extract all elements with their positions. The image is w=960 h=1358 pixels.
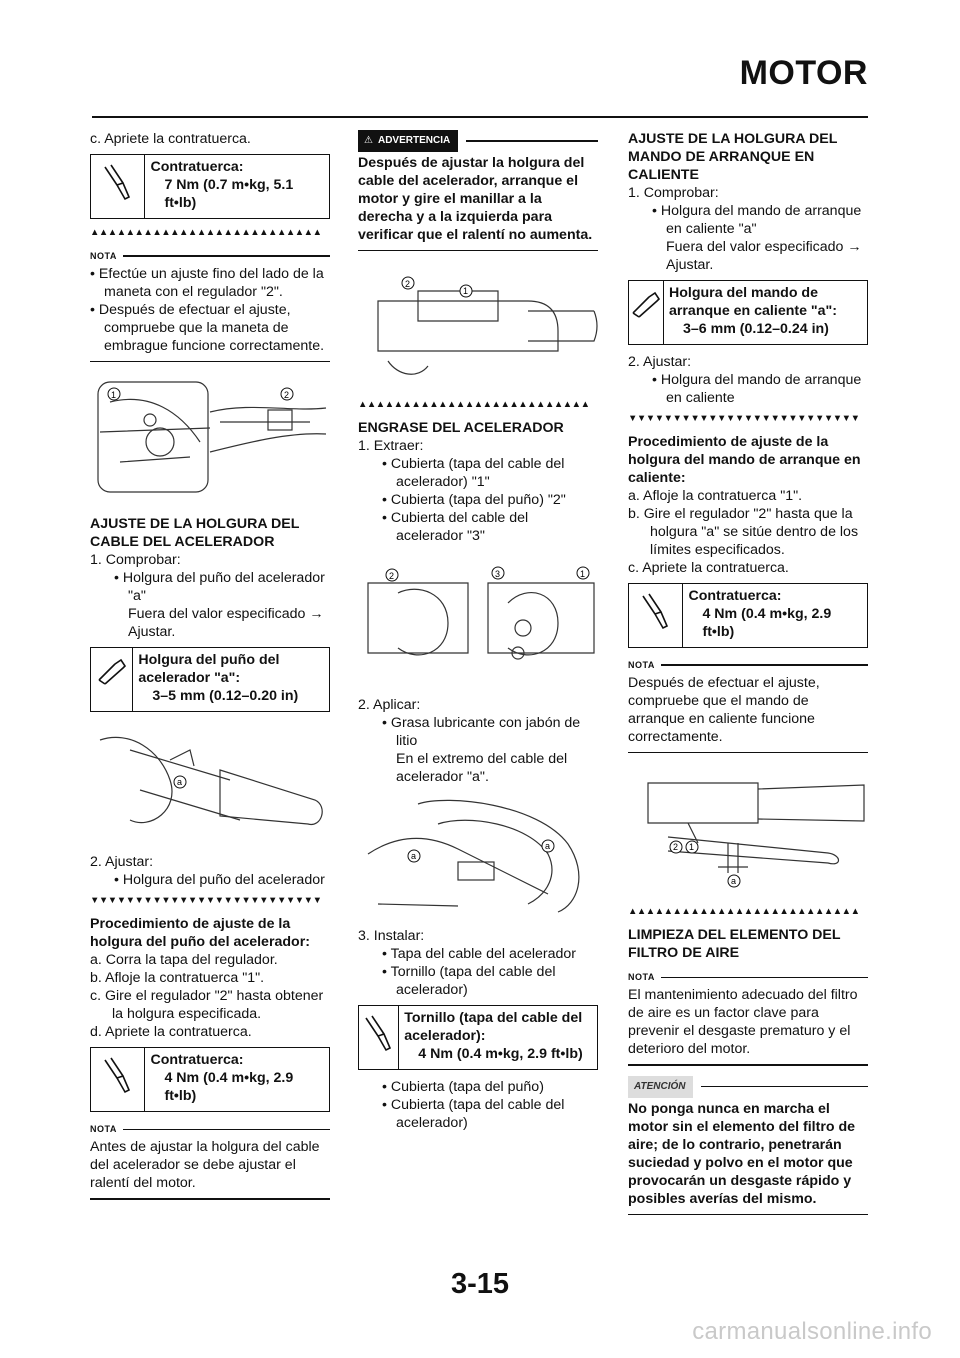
procedure-step: b. Gire el regulador "2" hasta que la holgura "a" se sitúe dentro de los límites especificados. xyxy=(628,506,859,558)
step-bullet: • Cubierta del cable del acelerador "3" xyxy=(382,510,529,545)
procedure-end-marker: ▲▲▲▲▲▲▲▲▲▲▲▲▲▲▲▲▲▲▲▲▲▲▲▲▲▲ xyxy=(358,399,590,411)
spec-box xyxy=(358,1005,598,1070)
step-bullet: • Holgura del puño del acelerador "a" xyxy=(114,570,325,605)
step-text: 2. Aplicar: xyxy=(358,697,421,714)
measure-icon xyxy=(629,281,664,344)
column-2 xyxy=(358,130,598,1132)
step-text: 1. Extraer: xyxy=(358,438,424,455)
step-bullet: • Cubierta (tapa del cable del acelerador) "1" xyxy=(382,456,565,491)
step-bullet: • Tapa del cable del acelerador xyxy=(382,946,577,963)
procedure-start-marker: ▼▼▼▼▼▼▼▼▼▼▼▼▼▼▼▼▼▼▼▼▼▼▼▼▼▼ xyxy=(90,895,322,907)
note-label: NOTA xyxy=(90,1124,117,1135)
note-label: NOTA xyxy=(628,660,655,670)
spec-value: 7 Nm (0.7 m•kg, 5.1 ft•lb) xyxy=(164,177,294,211)
callout-3: 3 xyxy=(495,569,501,580)
procedure-title: Procedimiento de ajuste de la holgura del mando de arranque en caliente: xyxy=(628,434,861,486)
step-bullet: • Cubierta (tapa del puño) "2" xyxy=(382,492,566,509)
column-3 xyxy=(628,130,868,1225)
spec-value: 3–5 mm (0.12–0.20 in) xyxy=(152,688,299,705)
callout-1: 1 xyxy=(111,390,117,401)
note-block xyxy=(90,247,330,362)
caution-label: ATENCIÓN xyxy=(628,1076,693,1098)
step-text: 1. Comprobar: xyxy=(628,185,719,201)
spec-title: Contratuerca: xyxy=(150,159,244,175)
spec-value: 3–6 mm (0.12–0.24 in) xyxy=(683,321,829,337)
note-bullet: • Después de efectuar el ajuste, compruebe que la maneta de embrague funcione correctamente. xyxy=(90,302,325,354)
spec-title: Holgura del mando de arranque en caliente "a": xyxy=(669,285,837,319)
note-label: NOTA xyxy=(628,972,655,983)
note-bullet: • Efectúe un ajuste fino del lado de la maneta con el regulador "2". xyxy=(90,266,324,300)
step-text: 3. Instalar: xyxy=(358,928,425,945)
header-rule xyxy=(92,116,868,118)
measure-icon xyxy=(91,648,133,711)
torque-wrench-icon xyxy=(629,584,683,647)
torque-wrench-icon xyxy=(91,1048,145,1111)
caution-header xyxy=(628,1076,868,1098)
step-text: 2. Ajustar: xyxy=(90,854,154,871)
callout-2: 2 xyxy=(389,571,395,582)
step-continuation: Fuera del valor especificado → Ajustar. xyxy=(128,606,324,641)
procedure-step: c. Apriete la contratuerca. xyxy=(628,560,789,576)
spec-box xyxy=(90,647,330,712)
figure-throttle-housing xyxy=(358,261,598,391)
warning-icon: ⚠ xyxy=(364,135,373,146)
warning-header xyxy=(358,130,598,152)
callout-a: a xyxy=(545,841,551,852)
step-bullet: • Tornillo (tapa del cable del acelerador) xyxy=(382,964,556,999)
watermark: carmanualsonline.info xyxy=(692,1318,932,1345)
callout-2: 2 xyxy=(284,390,290,401)
step-bullet: • Grasa lubricante con jabón de litio xyxy=(382,715,581,750)
section-title: MOTOR xyxy=(739,54,868,92)
section-heading: LIMPIEZA DEL ELEMENTO DEL FILTRO DE AIRE xyxy=(628,927,841,962)
step-text: c. Apriete la contratuerca. xyxy=(90,131,251,147)
note-block xyxy=(90,1120,330,1199)
figure-cable-end-grease xyxy=(358,794,598,919)
procedure-step: c. Gire el regulador "2" hasta obtener la holgura especificada. xyxy=(90,988,324,1023)
warning-text: Después de ajustar la holgura del cable del acelerador, arranque el motor y gire el manillar a la derecha y a la izquierda para verificar que el ralentí no aumenta. xyxy=(358,155,593,243)
spec-title: Contratuerca: xyxy=(688,588,782,604)
callout-2: 2 xyxy=(405,279,411,290)
callout-1: 1 xyxy=(463,286,469,297)
procedure-step: d. Apriete la contratuerca. xyxy=(90,1024,252,1041)
callout-a: a xyxy=(731,876,737,887)
spec-title: Holgura del puño del acelerador "a": xyxy=(138,652,280,687)
torque-wrench-icon xyxy=(91,155,145,218)
spec-value: 4 Nm (0.4 m•kg, 2.9 ft•lb) xyxy=(164,1070,294,1105)
spec-value: 4 Nm (0.4 m•kg, 2.9 ft•lb) xyxy=(702,606,832,640)
note-block xyxy=(628,656,868,753)
spec-box xyxy=(628,583,868,648)
figure-hot-start-lever xyxy=(628,763,868,898)
step-continuation: Fuera del valor especificado → Ajustar. xyxy=(666,239,862,273)
page-number: 3-15 xyxy=(450,1268,510,1300)
step-text: 1. Comprobar: xyxy=(90,552,181,569)
note-text: Después de efectuar el ajuste, compruebe que el mando de arranque en caliente funcione correctamente. xyxy=(628,675,820,745)
step-bullet: • Holgura del mando de arranque en caliente "a" xyxy=(652,203,862,237)
procedure-end-marker: ▲▲▲▲▲▲▲▲▲▲▲▲▲▲▲▲▲▲▲▲▲▲▲▲▲▲ xyxy=(628,906,860,918)
step-bullet: • Cubierta (tapa del puño) xyxy=(382,1079,544,1096)
callout-a: a xyxy=(177,777,183,788)
section-heading: AJUSTE DE LA HOLGURA DEL MANDO DE ARRANQUE EN CALIENTE xyxy=(628,131,838,183)
note-block xyxy=(628,968,868,1065)
figure-cable-covers xyxy=(358,553,598,688)
callout-2: 2 xyxy=(673,842,679,853)
figure-clutch-lever xyxy=(90,372,330,507)
callout-a: a xyxy=(411,851,417,862)
note-text: Antes de ajustar la holgura del cable del acelerador se debe ajustar el ralentí del motor. xyxy=(90,1139,320,1192)
spec-box xyxy=(628,280,868,345)
procedure-end-marker: ▲▲▲▲▲▲▲▲▲▲▲▲▲▲▲▲▲▲▲▲▲▲▲▲▲▲ xyxy=(90,227,322,238)
spec-title: Contratuerca: xyxy=(150,1052,244,1069)
step-bullet: • Cubierta (tapa del cable del acelerador) xyxy=(382,1097,565,1132)
callout-1: 1 xyxy=(580,569,586,580)
step-bullet: • Holgura del puño del acelerador xyxy=(114,872,325,889)
procedure-title: Procedimiento de ajuste de la holgura del puño del acelerador: xyxy=(90,916,310,951)
step-text: 2. Ajustar: xyxy=(628,354,692,370)
procedure-step: a. Corra la tapa del regulador. xyxy=(90,952,278,969)
procedure-step: a. Afloje la contratuerca "1". xyxy=(628,488,803,504)
figure-throttle-grip xyxy=(90,720,330,845)
spec-box xyxy=(90,1047,330,1112)
torque-wrench-icon xyxy=(359,1006,399,1069)
step-continuation: En el extremo del cable del acelerador "a". xyxy=(396,751,568,786)
spec-value: 4 Nm (0.4 m•kg, 2.9 ft•lb) xyxy=(418,1046,583,1063)
step-bullet: • Holgura del mando de arranque en caliente xyxy=(652,372,862,406)
section-heading: AJUSTE DE LA HOLGURA DEL CABLE DEL ACELERADOR xyxy=(90,516,300,551)
note-label: NOTA xyxy=(90,251,117,261)
procedure-start-marker: ▼▼▼▼▼▼▼▼▼▼▼▼▼▼▼▼▼▼▼▼▼▼▼▼▼▼ xyxy=(628,413,860,424)
spec-box xyxy=(90,154,330,219)
warning-label: ADVERTENCIA xyxy=(377,135,451,146)
note-text: El mantenimiento adecuado del filtro de aire es un factor clave para prevenir el desgaste prematuro y el deterioro del motor. xyxy=(628,987,858,1058)
section-heading: ENGRASE DEL ACELERADOR xyxy=(358,420,564,437)
caution-text: No ponga nunca en marcha el motor sin el elemento del filtro de aire; de lo contrario, penetrarán suciedad y polvo en el motor que provocarán un desgaste rápido y posibles averías del mismo. xyxy=(628,1100,856,1207)
callout-1: 1 xyxy=(689,842,695,853)
spec-title: Tornillo (tapa del cable del acelerador): xyxy=(404,1010,583,1045)
procedure-step: b. Afloje la contratuerca "1". xyxy=(90,970,265,987)
column-1 xyxy=(90,130,330,1210)
